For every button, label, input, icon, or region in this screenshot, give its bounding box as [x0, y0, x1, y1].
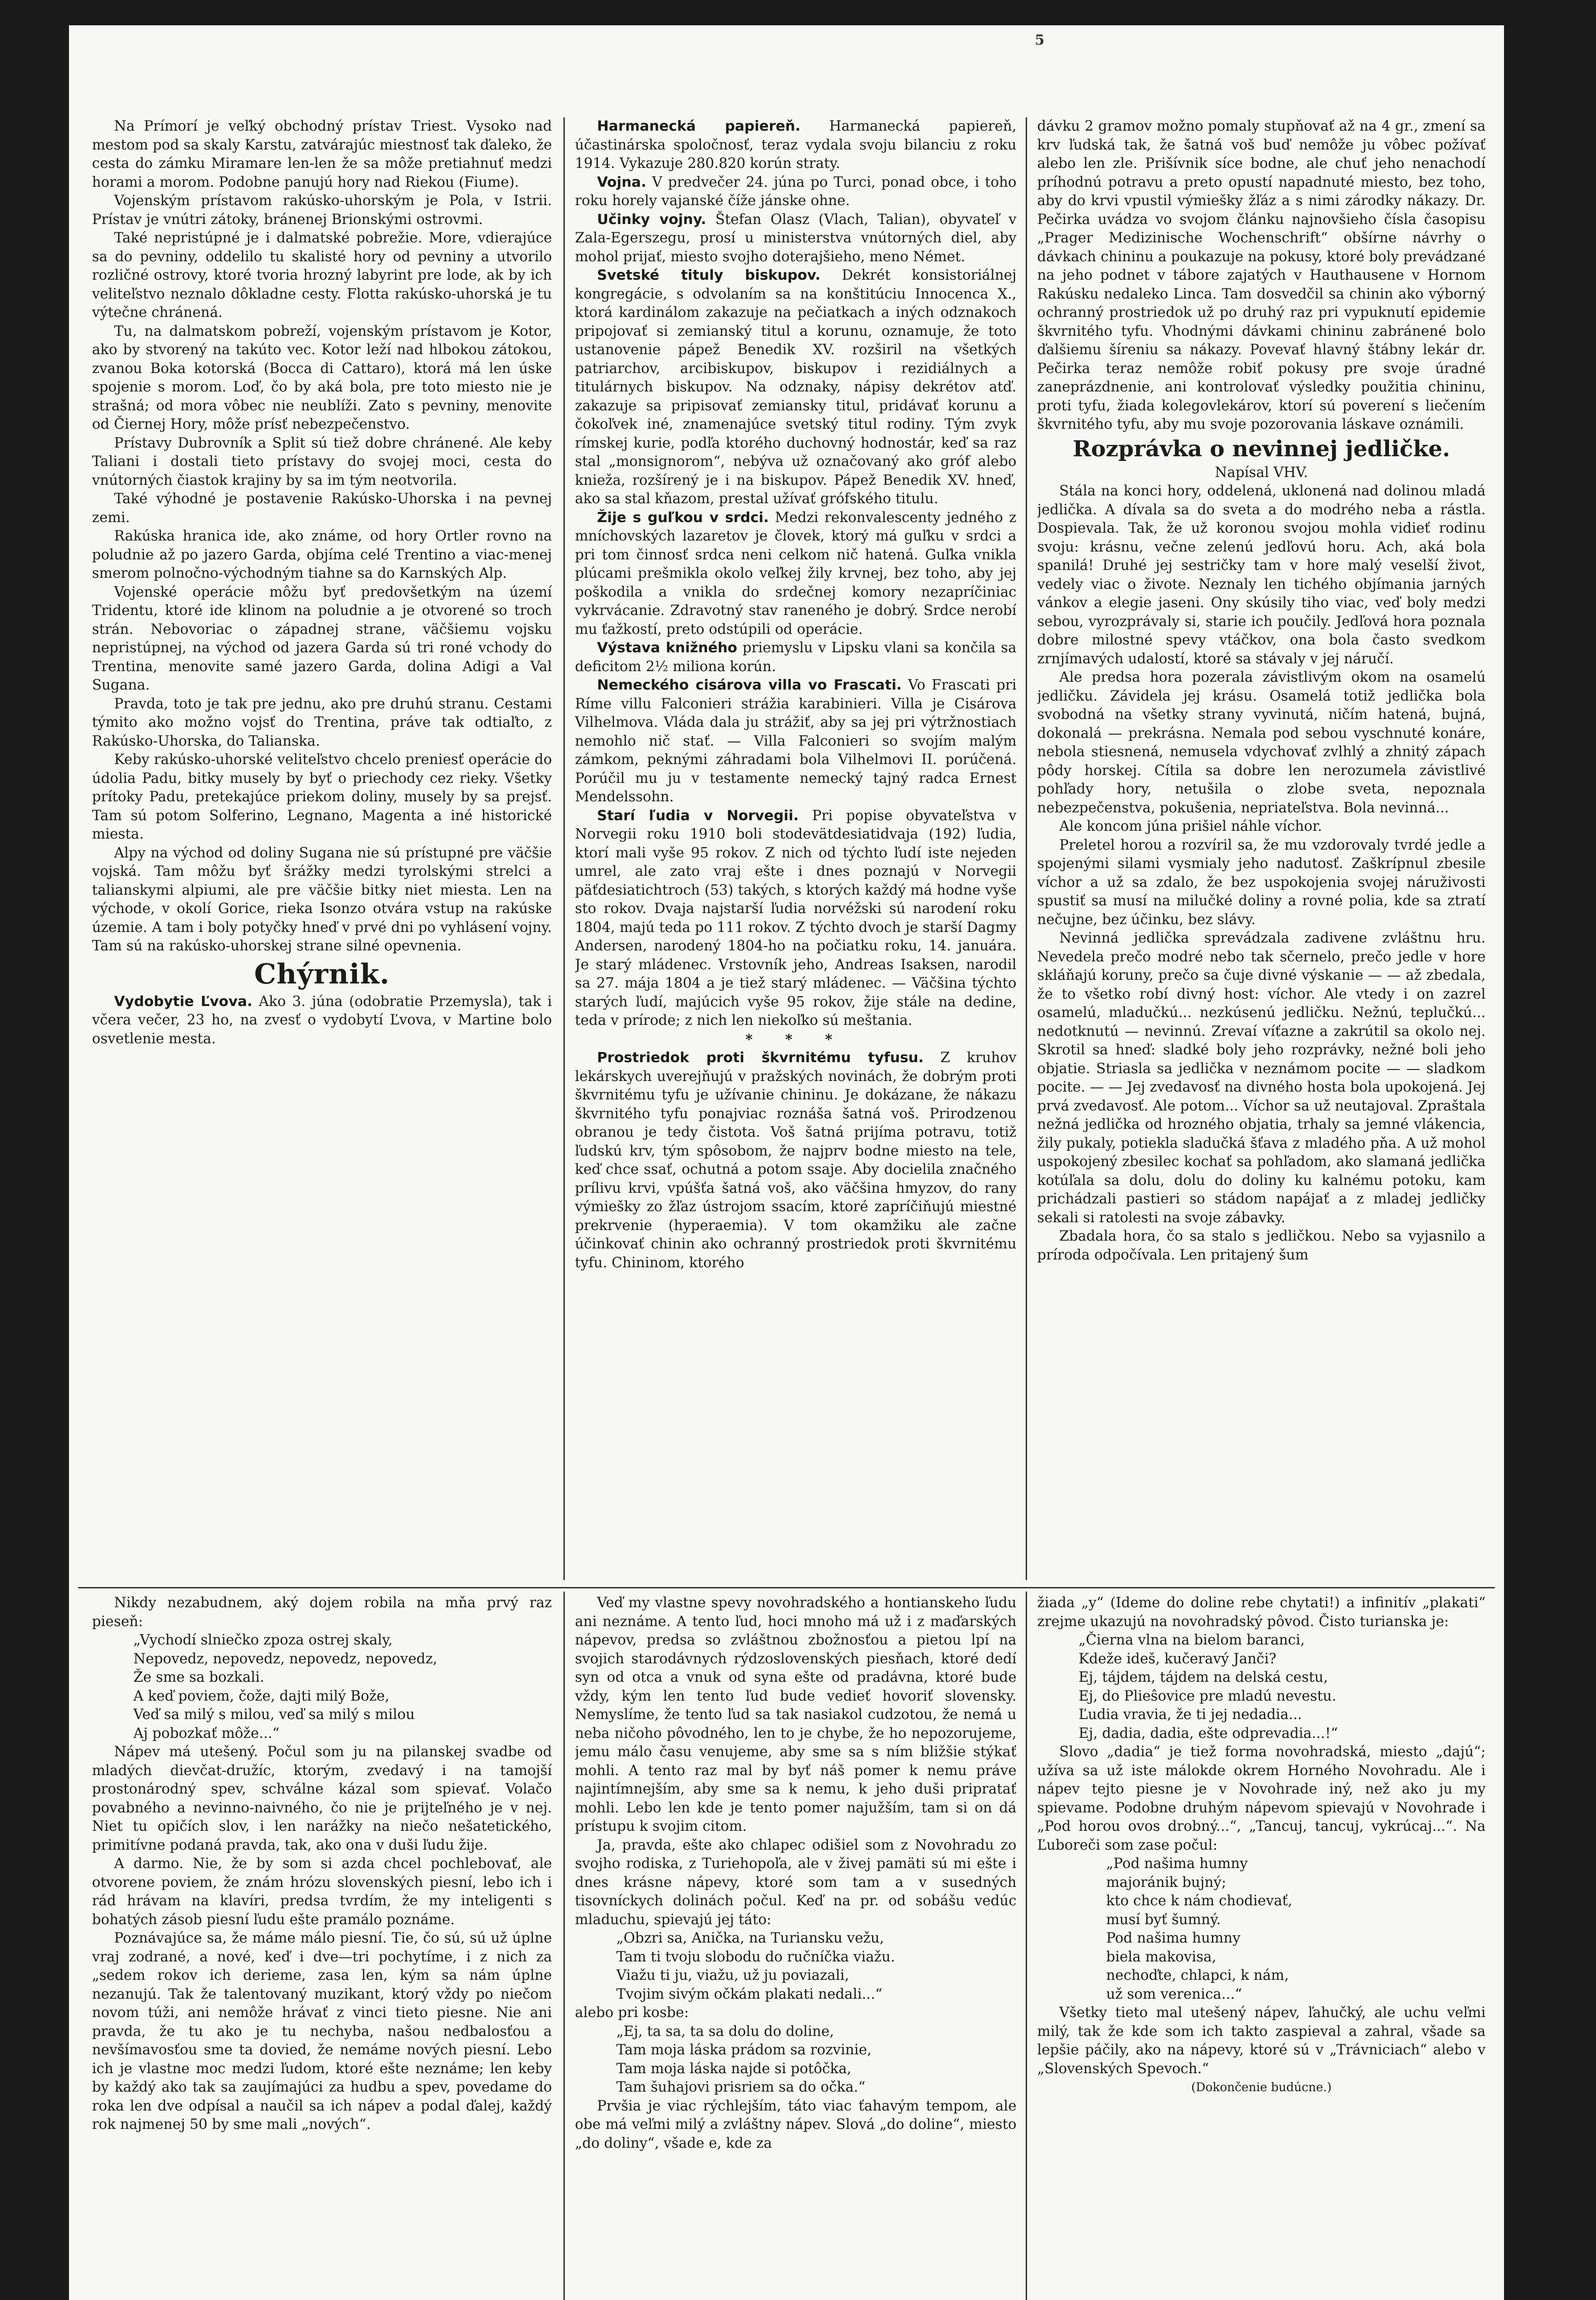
article-paragraph: dávku 2 gramov možno pomaly stupňovať až na 4 gr., zmení sa krv ľudská tak, že šatná voš buď nemôže ju vôbec požívať alebo len zle. Prišívnik síce bodne, ale chuť jeho nenachodí príhodnú potravu a preto opustí napadnuté miesto, bez toho, aby do krvi vpustil výmiešky žľáz a s nimi zárodky nákazy. Dr. Pečirka uvádza vo svojom článku najnovšieho čísla časopisu „Prager Medizinische Wochenschrift“ obšírne návrhy o dávkach chininu a poukazuje na pokusy, ktoré boly prevádzané na jeho podnet v tábore zajatých v Hauthausene v Hornom Rakúsku nedaleko Linca. Tam dosvedčil sa chinin ako výborný ochranný prostriedok už po druhý raz pri vypuknutí epidemie škvrnitého tyfu. Vhodnými dávkami chininu zabránené bolo ďalšiemu šíreniu sa nákazy. Povevať hlavný štábny lekár dr. Pečirka teraz nemôže robiť pokusy pre svoje úradné zaneprázdnenie, ani kontrolovať výsledky použitia chininu, proti tyfu, žiada kolegovlekárov, ktorí sú poverení s liečením škvrnitého tyfu, aby mu svoje pozorovania láskave oznámili.	[1037, 118, 1486, 432]
song-verse-line: A keď poviem, čože, dajti milý Bože,	[133, 1688, 390, 1704]
article-paragraph: Alpy na východ od doliny Sugana nie sú prístupné pre väčšie vojská. Tam môžu byť šrážky medzi tyrolskými strelci a talianskymi alpiumi, ale pre väčšie bitky niet miesta. Len na východe, v okolí Gorice, rieka Isonzo otvára vstup na rakúske územie. A tam i boly potyčky hneď v prvé dni po vyhlásení vojny. Tam sú na rakúsko-uhorskej strane silné opevnenia.	[92, 845, 552, 954]
song-verse-line: majoránik bujný;	[1106, 1874, 1227, 1891]
feuilleton-rule	[78, 1587, 1495, 1588]
news-item-head: Výstava knižného	[597, 640, 737, 656]
news-item-text: Pri popise obyvateľstva v Norvegii roku 1910 boli stodevätdesiatidvaja (192) ľudia, ktorí mali vyše 95 rokov. Z nich od týchto ľudí iste nejeden umrel, ale zato vraj ešte i dnes poznajú v Norvegii päťdesiatichtroch (53) takých, s ktorých každý má hodne vyše sto rokov. Dvaja najstarší ľudia norvéžski sú narodení roku 1804, majú teda po 111 rokov. Z týchto dvoch je starší Dagmy Andersen, narodený 1804-ho na počiatku roku, 14. januára. Je starý mládenec. Vrstovník jeho, Andreas Isaksen, narodil sa 27. mája 1804 a je tiež starý mládenec. — Väčšina týchto starých ľudí, majúcich vyše 95 rokov, žije stále na dedine, teda v prírode; z nich len niekoľko sú meštania.	[575, 807, 1016, 1029]
article-paragraph: Prístavy Dubrovník a Split sú tiež dobre chránené. Ale keby Taliani i dostali tieto prístavy do svojej moci, cesta do vnútorných čiastok krajiny by sa im tým neotvorila.	[92, 435, 552, 489]
story-title: Rozprávka o nevinnej jedličke.	[1073, 436, 1450, 462]
news-item-text: Medzi rekonvalescenty jedného z mníchovských lazaretov je človek, ktorý má guľku v srdci a pri tom činnosť srdca neni celkom nič hatená. Guľka vnikla plúcami prešmikla okolo veľkej žily krvnej, bez toho, aby jej poškodila a vnikla do srdečnej komory nezapríčiniac vykrvácanie. Zdravotný stav raneného je dobrý. Srdce nerobí mu ťažkostí, preto odstúpili od operácie.	[575, 509, 1016, 638]
news-item-head: Harmanecká papiereň.	[597, 118, 801, 134]
news-item-text: priemyslu v Lipsku vlani sa končila sa deficitom 2½ miliona korún.	[575, 640, 1016, 675]
feuilleton-paragraph: alebo pri kosbe:	[575, 2005, 689, 2021]
song-verse-line: kto chce k nám chodievať,	[1106, 1893, 1292, 1909]
chronicle-title: Chýrnik.	[254, 958, 390, 990]
column-1	[92, 117, 552, 1580]
article-paragraph: Tu, na dalmatskom pobreží, vojenským prístavom je Kotor, ako by stvorený na takúto vec. Kotor leží nad hlbokou zátokou, zvanou Boka kotorská (Bocca di Cattaro), ktorá má len úske spojenie s morom. Loď, čo by aká bola, pre toto miesto nie je strašná; od mora vôbec nie neublíži. Zato s pevniny, menovite od Čiernej Hory, môže prísť nebezpečenstvo.	[92, 323, 552, 432]
song-verse-line: nechoďte, chlapci, k nám,	[1106, 1967, 1289, 1984]
feuilleton-rule-right	[1026, 1592, 1027, 2300]
news-item-head: Svetské tituly biskupov.	[597, 267, 821, 283]
news-item	[575, 117, 1016, 173]
feuilleton-paragraph: Veď my vlastne spevy novohradského a hontianskeho ľudu ani neznáme. A tento ľud, hoci mnoho má už i z maďarských nápevov, predsa so zvláštnou zbožnosťou a pietou lpí na svojich starodávnych rýdzoslovenských piesňach, ktoré dedí syn od otca a vnuk od syna ešte od pradávna, ktoré bude vždy, kým len tento ľud bude vedieť hovoriť slovensky. Nemyslíme, že tento ľud sa tak nasiakol cudzotou, že nemá u neba ničoho pôvodného, len to je chybe, že ho nepozorujeme, jemu málo času venujeme, aby sme sa s ním bližšie stýkať mohli. A tento raz mal by byť náš pomer k nemu práve najintímnejším, aby sme sa k nemu, k jeho duši pripratať mohli. Lebo len kde je tento pomer najužším, tam si on dá prístupu k svojim citom.	[575, 1595, 1016, 1834]
news-item-text: V predvečer 24. júna po Turci, ponad obce, i toho roku horely vajanské číže jánske ohne.	[575, 174, 1016, 209]
song-verse-line: Ej, dadia, dadia, ešte odprevadia...!“	[1079, 1725, 1338, 1742]
news-item-text: Ako 3. júna (odobratie Przemysla), tak i včera večer, 23 ho, na zvesť o vydobytí Ľvova, v Martine bolo osvetlenie mesta.	[92, 993, 552, 1047]
story-paragraph: Nevinná jedlička sprevádzala zadivene zvláštnu hru. Nevedela prečo modré nebo tak sčernelo, prečo jedle v hore skláňajú koruny, prečo sa čuje divné výskanie — — až zbedala, že to všetko robí divný host: víchor. Ale vtedy i on zazrel osamelú, mladučkú... nezkúsenú jedličku. Nežnú, teplučkú... nedotknutú — nevinnú. Zrevaí víťazne a zakrútil sa okolo nej. Skrotil sa hneď: sladké boly jeho rozprávky, nežné boli jeho objatie. Striasla sa jedlička v neznámom pocite — — sladkom pocite. — — Jej zvedavosť na divného hosta bola upokojená. Jej prvá zvedavosť. Ale potom... Víchor sa už neutajoval. Zpraštala nežná jedlička od hrozného objatia, trhaly sa jemné vlákencia, žily pukaly, potiekla sladučká šťava z mladého pňa. A už mohol uspokojený zbesilec kochať sa pohľadom, ako slamaná jedlička kotúľala sa dolu, dolu do doliny ku kalnému potoku, kam prichádzali pastieri so stádom napájať a z mladej jedličky sekali si ratolesti na svoje zábavky.	[1037, 930, 1486, 1226]
song-verse-line: Ľudia vravia, že ti jej nedadia...	[1079, 1707, 1302, 1723]
song-verse-line: Tam šuhajovi prisriem sa do očka.“	[616, 2079, 866, 2095]
news-item	[575, 509, 1016, 639]
article-paragraph: Také nepristúpné je i dalmatské pobrežie. More, vdierajúce sa do pevniny, oddelilo tu skalisté hory od pevniny a utvorilo rozličné ostrovy, ktoré tvoria hrozný labyrint pre lode, ak by ich veliteľstvo neznalo dôkladne cesty. Flotta rakúsko-uhorská je tu výtečne chránená.	[92, 230, 552, 321]
continued-note: (Dokončenie budúcne.)	[1191, 2081, 1332, 2094]
story-paragraph: Stála na konci hory, oddelená, uklonená nad dolinou mladá jedlička. A dívala sa do sveta a do modrého neba a rástla. Dospievala. Tak, že už koronou svojou mohla vidieť rodinu svoju: krásnu, večne zelenú jedľovú horu. Ach, aká bola spanilá! Druhé jej sestričky tam v hore malý veselší život, vedely viac o živote. Neznaly len tichého objímania jarných vánkov a elegie jaseni. Ony skúsily tiho viac, veď boly medzi sebou, vyrozprávaly si, starie ich poučily. Jedľová hora poznala dobre milostné spevy vtáčkov, ona bola často svedkom zrnjímavých udalostí, ktoré sa stávaly v jej náručí.	[1037, 483, 1486, 667]
news-item	[575, 639, 1016, 676]
news-item-head: Vojna.	[597, 174, 647, 190]
song-verse-line: Tvojim sivým očkám plakati nedali...“	[616, 1986, 883, 2002]
song-verse-line: Ej, tájdem, tájdem na delská cestu,	[1079, 1669, 1328, 1685]
story-byline: Napísal VHV.	[1215, 464, 1308, 481]
news-item	[92, 993, 552, 1049]
article-paragraph: Vojenské operácie môžu byť predovšetkým na území Tridentu, ktoré ide klinom na poludnie a je otvorené so troch strán. Nebovoriac o západnej strane, väčšiemu vojsku nepristúpnej, na východ od jazera Garda sú tri roné vchody do Trentina, menovite samé jazero Garda, dolina Adigi a Val Sugana.	[92, 584, 552, 693]
song-verse-line: Veď sa milý s milou, veď sa milý s milou	[133, 1707, 415, 1723]
feuilleton-column-1	[92, 1594, 552, 2300]
news-item-text: Štefan Olasz (Vlach, Talian), obyvateľ v Zala-Egerszegu, prosí u ministerstva vnútorných diel, aby mohol prijať, miesto svojho doterajšieho, meno Német.	[575, 211, 1016, 265]
song-verse-line: „Obzri sa, Anička, na Turiansku vežu,	[616, 1930, 884, 1946]
story-paragraph: Ale predsa hora pozerala závistlivým okom na osamelú jedličku. Závidela jej krásu. Osamelá totiž jedlička bola svobodná na všetky strany vyvinutá, ničím hatená, bujná, dokonalá — prekrásna. Nemala pod sebou vyschnuté konáre, nebola stiesnená, nemusela vdychovať zvlhlý a zhnitý zápach pôdy horskej. Cítila sa dobre len nerozumela závistlivé pohľady hory, netušila o zlobe sveta, nepoznala nebezpečenstva, pokušenia, nepriateľstva. Bola nevinná...	[1037, 669, 1486, 816]
news-item	[575, 211, 1016, 267]
column-3	[1037, 117, 1486, 1580]
song-verse-line: Kdeže ideš, kučeravý Janči?	[1079, 1650, 1276, 1667]
article-paragraph: Pravda, toto je tak pre jednu, ako pre druhú stranu. Cestami týmito ako možno vojsť do Trentina, práve tak odtiaľto, z Rakúsko-Uhorska, do Talianska.	[92, 696, 552, 749]
news-item-head: Prostriedok proti škvrnitému tyfusu.	[597, 1050, 924, 1066]
news-item-head: Vydobytie Ľvova.	[114, 993, 253, 1010]
news-item-text: Z kruhov lekárskych uverejňujú v pražských novinách, že dobrým proti škvrnitému tyfu je užívanie chininu. Je dokázane, že nákazu škvrnitého tyfu ponajviac roznáša šatná voš. Prirodzenou obranou je tedy čistota. Voš šatná prijíma potravu, totiž ľudskú krv, tým spôsobom, že najprv bodne miesto na tele, keď chce ssať, ochutná a potom ssaje. Aby docielila značného prílivu krvi, vpúšťa šatná voš, ako väčšina hmyzov, do rany výmiešky zo žľaz ústrojom ssacím, ktoré zapríčiňujú miestné prekrvenie (hyperaemia). V tom okamžiku ale začne účinkovať chinin ako ochranný prostriedok proti škvrnitému tyfu. Chininom, ktorého	[575, 1050, 1016, 1271]
story-paragraph: Ale koncom júna prišiel náhle víchor.	[1059, 818, 1322, 834]
song-verse-line: Aj pobozkať môže...“	[133, 1725, 280, 1742]
story-paragraph: Zbadala hora, čo sa stalo s jedličkou. Nebo sa vyjasnilo a príroda odpočívala. Len pritajený šum	[1037, 1228, 1486, 1263]
song-verse-line: Že sme sa bozkali.	[133, 1669, 264, 1685]
news-item-head: Starí ľudia v Norvegii.	[597, 807, 799, 824]
section-separator: * * *	[745, 1031, 846, 1048]
newspaper-page	[69, 25, 1504, 2300]
song-verse-line: „Vychodí slniečko zpoza ostrej skaly,	[133, 1632, 393, 1648]
news-item	[575, 807, 1016, 1030]
song-verse-line: „Pod našima humny	[1106, 1856, 1248, 1872]
song-verse-line: Tam moja láska najde si potôčka,	[616, 2060, 851, 2077]
feuilleton-paragraph: žiada „y“ (Ideme do doline rebe chytati!) a infinitív „plakati“ zrejme ukazujú na novohradský pôvod. Čisto turianska je:	[1037, 1595, 1486, 1630]
page-number: 5	[1035, 32, 1045, 48]
song-verse-line: „Čierna vlna na bielom baranci,	[1079, 1632, 1305, 1648]
news-item	[575, 266, 1016, 509]
feuilleton-column-3	[1037, 1594, 1486, 2300]
feuilleton-paragraph: Prvšia je viac rýchlejším, táto viac ťahavým tempom, ale obe má veľmi milý a zvláštny nápev. Slová „do doline“, miesto „do doliny“, všade e, kde za	[575, 2098, 1016, 2151]
feuilleton-paragraph: Nikdy nezabudnem, aký dojem robila na mňa prvý raz pieseň:	[92, 1595, 552, 1630]
feuilleton-paragraph: Poznávajúce sa, že máme málo piesní. Tie, čo sú, sú už úplne vraj zodrané, a nové, keď i dve—tri pochytíme, i z nich za „sedem rokov ich derieme, zasa len, kým sa nám úplne nezanujú. Tak že talentovaný muzikant, ktorý vždy po niečom novom túži, ani nemôže hrávať z vinci tieto piesne. Nie ani pravda, že tu ako je tu nechyba, našou nedbalosťou a nevšímavosťou sme ta dovied, že nemáme nových piesní. Lebo ich je vlastne moc medzi ľudom, ktoré ešte neznáme; len keby by každý ako tak sa zaujímajúci za hudbu a spev, povedame do roka len dve odpísal a naučil sa ich nápev a podal ďalej, každý rok najmenej 50 by sme mali „nových“.	[92, 1930, 552, 2133]
feuilleton-paragraph: Nápev má utešený. Počul som ju na pilanskej svadbe od mladých dievčat-družíc, ktorým, zvedavý i na tamojší prostonárodný spev, schválne kázal som spievať. Volačo povabného a nevinno-naivného, čo nie je prijteľného je v nej. Niet tu opičích slov, i len narážky na niečo nešatetického, primitívne podaná pravda, tak, ako ona v duši ľudu žije.	[92, 1744, 552, 1853]
song-verse-line: „Ej, ta sa, ta sa dolu do doline,	[616, 2023, 834, 2040]
news-item-head: Učinky vojny.	[597, 211, 706, 228]
news-item-text: Vo Frascati pri Ríme villu Falconieri strážia karabinieri. Villa je Cisárova Vilhelmova. Vláda dala ju strážiť, aby sa jej pri výtržnostiach nemohlo nič stať. — Villa Falconieri so svojím malým zámkom, peknými záhradami bola Vilhelmovi II. porúčená. Porúčil mu ju v testamente nemecký tajný radca Ernest Mendelssohn.	[575, 677, 1016, 805]
song-verse-line: musí byť šumný.	[1106, 1911, 1221, 1928]
news-item-text: Dekrét konsistoriálnej kongregácie, s odvolaním sa na konštitúciu Innocenca X., ktorá kardinálom zakazuje na pečiatkach a iných odznakoch pripojovať si zemianský titul a korunu, oznamuje, že toto ustanovenie pápež Benedik XV. rozširil na všetkých patriarchov, arcibiskupov, biskupov i rezidiálnych a titulárnych biskupov. Na odznaky, nápisy dekrétov atď. zakazuje sa pripisovať zemiansky titul, pridávať korunu a čokoľvek iné, znamenajúce svetský titul rodiny. Tým zvyk rímskej kurie, podľa ktorého duchovný hodnostár, keď sa raz stal „monsignorom“, nebýva už označovaný ako gróf alebo knieža, rozšírený je i na biskupov. Pápež Benedik XV. hneď, ako sa stal kňazom, prestal užívať grófského titulu.	[575, 267, 1016, 507]
article-paragraph: Také výhodné je postavenie Rakúsko-Uhorska i na pevnej zemi.	[92, 491, 552, 526]
article-paragraph: Rakúska hranica ide, ako známe, od hory Ortler rovno na poludnie až po jazero Garda, objíma celé Trentino a viac-menej smerom polnočno-východným tiahne sa do Karnských Alp.	[92, 528, 552, 581]
story-paragraph: Preletel horou a rozvíril sa, že mu vzdorovaly tvrdé jedle a spojenými silami vysmialy jeho nadutosť. Zaškrípnul zbesile víchor a už sa zdalo, že bez uspokojenia svojej náruživosti spustiť sa musí na milučké doliny a rovné polia, kde sa ztratí nečujne, bez účinku, bez slávy.	[1037, 837, 1486, 928]
feuilleton-paragraph: A darmo. Nie, že by som si azda chcel pochlebovať, ale otvorene poviem, že znám hrózu slovenských piesní, lebo ich i rád hrávam na klavíri, predsa tvrdím, že my inteligenti s bohatých zásob piesní ľudu ešte pramálo poznáme.	[92, 1856, 552, 1928]
feuilleton-rule-left	[563, 1592, 565, 2300]
news-item	[575, 173, 1016, 211]
news-item	[575, 676, 1016, 807]
column-rule-left	[563, 117, 565, 1580]
feuilleton-column-2	[575, 1594, 1016, 2300]
song-verse-line: Tam ti tvoju slobodu do ručníčka viažu.	[616, 1949, 895, 1965]
song-verse-line: Pod našima humny	[1106, 1930, 1240, 1946]
article-paragraph: Vojenským prístavom rakúsko-uhorským je Pola, v Istrii. Prístav je vnútri zátoky, bránenej Brionskými ostrovmi.	[92, 193, 552, 228]
feuilleton-paragraph: Slovo „dadia“ je tiež forma novohradská, miesto „dajú“; užíva sa už iste málokde okrem Horného Novohradu. Ale i nápev tejto piesne je v Novohrade iný, než ako ju my spievame. Podobne druhým nápevom spievajú v Novohrade i „Pod horou ovos drobný...“, „Tancuj, tancuj, vykrúcaj...“. Na Ľuboreči som zase počul:	[1037, 1744, 1486, 1853]
song-verse-line: Nepovedz, nepovedz, nepovedz, nepovedz,	[133, 1650, 437, 1667]
article-paragraph: Na Prímorí je veľký obchodný prístav Triest. Vysoko nad mestom pod sa skaly Karstu, zatvárajúc miestnosť tak ďaleko, že cesta do zámku Miramare len-len že sa môže pretiahnuť medzi horami a morom. Podobne panujú hory nad Riekou (Fiume).	[92, 118, 552, 190]
song-verse-line: Viažu ti ju, viažu, už ju poviazali,	[616, 1967, 850, 1984]
column-2	[575, 117, 1016, 1580]
article-paragraph: Keby rakúsko-uhorské veliteľstvo chcelo preniesť operácie do údolia Padu, bitky musely by byť o priechody cez rieky. Všetky prítoky Padu, pretekajúce priekom doliny, musely by sa prejsť. Tam sú potom Solferino, Legnano, Magenta a iné historické miesta.	[92, 752, 552, 842]
news-item-head: Nemeckého cisárova villa vo Frascati.	[597, 677, 902, 693]
feuilleton-paragraph: Všetky tieto mal utešený nápev, ľahučký, ale uchu veľmi milý, tak že kde som ich takto zaspieval a zahral, všade sa lepšie páčily, ako na nápevy, ktoré sú v „Trávniciach“ alebo v „Slovenských Spevoch.“	[1037, 2005, 1486, 2077]
song-verse-line: Tam moja láska prádom sa rozvinie,	[616, 2042, 872, 2058]
song-verse-line: už som verenica...“	[1106, 1986, 1242, 2002]
news-item-head: Žije s guľkou v srdci.	[597, 509, 769, 526]
news-item-text: Harmanecká papiereň, účastinárska spoločnosť, teraz vydala svoju bilanciu z roku 1914. Vykazuje 280.820 korún straty.	[575, 118, 1016, 172]
column-rule-right	[1026, 117, 1027, 1580]
song-verse-line: Ej, do Plieŝovice pre mladú nevestu.	[1079, 1688, 1337, 1704]
news-item	[575, 1049, 1016, 1272]
feuilleton-paragraph: Ja, pravda, ešte ako chlapec odišiel som z Novohradu zo svojho rodiska, z Turiehopoľa, ale v živej pamäti sú mi ešte i dnes krásne nápevy, ktoré som tam a v susedných tisovníckych dolinách počul. Keď na pr. od sobášu vedúc mladuchu, spievajú jej táto:	[575, 1837, 1016, 1928]
song-verse-line: biela makovisa,	[1106, 1949, 1217, 1965]
